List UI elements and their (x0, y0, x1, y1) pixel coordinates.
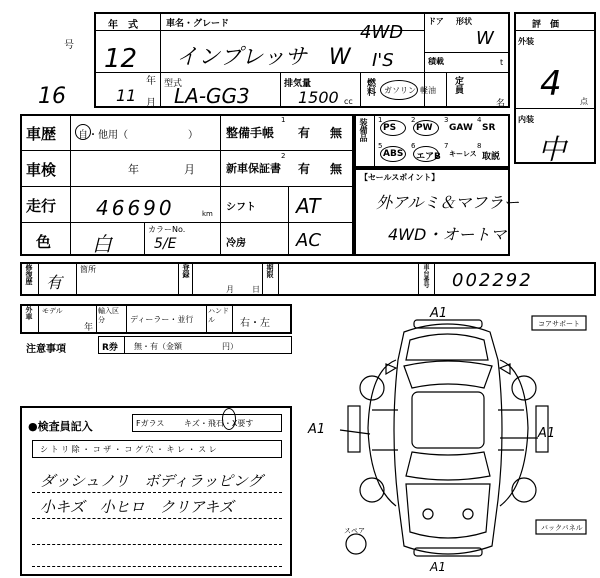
equipment-circle (380, 120, 406, 136)
equipment-num: 5 (378, 142, 383, 150)
grade-value: I'S (372, 50, 394, 71)
lot-number: 16 (38, 84, 66, 109)
sales-point-line1: 外アルミ＆マフラー (376, 193, 520, 212)
color-label: 色 (36, 233, 52, 251)
equipment-num: 1 (378, 116, 383, 124)
year-unit: 年 (146, 76, 156, 87)
cc-unit: cc (344, 97, 353, 106)
repair-value: 有 (46, 273, 63, 292)
equipment-code: キーレス (449, 150, 477, 158)
damage-mark-left: A1 (308, 422, 326, 437)
repair-date-month: 月 (226, 285, 234, 294)
cc-value: 1500 (298, 88, 339, 107)
color-no-value: 5/E (154, 236, 177, 252)
handle-label: ハンドル (208, 307, 229, 324)
equipment-code: ABS (383, 149, 404, 159)
warranty-sup: 2 (281, 152, 286, 160)
cc-label: 排気量 (284, 79, 312, 89)
warranty-label: 新車保証書 (226, 162, 281, 175)
drive-value: 4WD (360, 22, 404, 43)
repair-date-day: 日 (252, 285, 260, 294)
equipment-code: GAW (449, 123, 473, 133)
month-unit: 月 (146, 98, 156, 109)
history-label: 車歴 (26, 125, 57, 143)
r-label: R券 (102, 343, 118, 353)
name-value: インプレッサ W (176, 45, 351, 70)
equipment-circle (413, 146, 439, 162)
spare-label: スペア (344, 527, 365, 535)
shift-label: シフト (226, 202, 256, 213)
mileage-label: 走行 (26, 197, 57, 215)
inspection-label: 車検 (26, 161, 57, 179)
fuel-label: 燃料 (365, 78, 375, 96)
shift-value: AT (296, 194, 321, 218)
capacity-unit: 名 (496, 99, 506, 109)
car-rear-window (406, 452, 490, 480)
equipment-code: PW (416, 123, 433, 133)
warranty-yes: 有 (298, 162, 311, 176)
chassis-label: 車台番号 (422, 264, 429, 288)
exterior-unit: 点 (580, 97, 588, 106)
damage-mark-right: A1 (538, 426, 556, 441)
glass-circle (222, 408, 236, 430)
import-class-label: 輸入区分 (98, 307, 119, 324)
interior-score: 中 (538, 133, 567, 166)
exterior-label: 外装 (518, 37, 534, 46)
manual-sup: 1 (281, 116, 286, 124)
equipment-num: 6 (411, 142, 416, 150)
car-hood (406, 334, 488, 360)
repair-label: 修復歴 (25, 264, 33, 285)
equipment-num: 3 (444, 116, 449, 124)
equipment-num: 4 (477, 116, 482, 124)
mileage-value: 46690 (96, 196, 175, 220)
glass-label: Fガラス (136, 419, 165, 428)
car-body (394, 324, 502, 554)
back-panel-label: バックパネル (541, 524, 583, 532)
repair-place-label: 箇所 (80, 265, 96, 274)
ac-value: AC (296, 230, 321, 251)
shape-label: 形状 (456, 17, 472, 26)
damage-mark-bottom: A1 (430, 560, 446, 574)
import-year-unit: 年 (84, 323, 94, 333)
wheel-spare (346, 534, 366, 554)
notes-label: 注意事項 (26, 344, 66, 355)
repair-period-label: 期限 (266, 264, 274, 278)
manual-yes: 有 (298, 126, 311, 140)
mileage-unit: km (202, 210, 213, 218)
score-label: 評 価 (532, 20, 560, 30)
legend-text: シ ト リ 除 ・ コ ザ ・ コ グ 穴 ・ キ レ ・ ス レ (40, 445, 217, 454)
inspection-year: 年 (128, 163, 139, 176)
color-value: 白 (92, 232, 112, 256)
foreign-label: 外車 (25, 306, 33, 320)
color-no-label: カラーNo. (148, 225, 186, 234)
manual-label: 整備手帳 (226, 126, 275, 140)
lot-label: 号 (64, 40, 74, 51)
month-value: 11 (116, 86, 137, 105)
import-model-label: モデル (42, 307, 63, 315)
equipment-label: 装備品 (359, 118, 368, 142)
name-label: 車名・グレード (166, 19, 230, 29)
capacity-label: 定員 (453, 76, 463, 94)
glass-value: キズ・飛石・X要す (184, 419, 254, 428)
equipment-code: 取説 (482, 152, 501, 162)
inspector-label: ●検査員記入 (28, 420, 93, 433)
model-value: LA-GG3 (174, 84, 250, 108)
car-windshield (404, 361, 492, 388)
dealer-label: ディーラー・並行 (130, 315, 194, 324)
fuel-gasoline: ガソリン (384, 86, 416, 95)
equipment-circle (413, 120, 439, 136)
equipment-code: SR (482, 123, 496, 133)
interior-label: 内装 (518, 115, 534, 124)
year-label: 年 式 (108, 20, 138, 31)
equipment-code: エアB (416, 152, 441, 162)
sales-point-label: 【セールスポイント】 (360, 173, 440, 182)
core-support-label: コアサポート (538, 320, 580, 328)
door-label: ドア (428, 17, 444, 26)
wheel-rear-left (360, 478, 384, 502)
warranty-no: 無 (330, 162, 343, 176)
inspector-line2: 小キズ 小ヒロ クリアキズ (40, 498, 234, 516)
repair-date-label: 登録 (182, 264, 190, 278)
year-value: 12 (104, 44, 138, 74)
sales-point-line2: 4WD・オートマ (388, 225, 507, 244)
car-roof (412, 392, 484, 448)
shape-value: W (476, 28, 494, 49)
equipment-code: PS (383, 123, 397, 133)
fuel-diesel: 軽油 (420, 86, 436, 95)
chassis-value: 002292 (452, 270, 533, 291)
handle-value: 右・左 (240, 318, 270, 329)
wheel-rear-right (512, 478, 536, 502)
equipment-num: 7 (444, 142, 449, 150)
manual-no: 無 (330, 126, 343, 140)
equipment-circle (380, 146, 406, 162)
history-value: 自・他用（ ） (78, 130, 198, 141)
ac-label: 冷房 (226, 238, 246, 249)
exterior-score: 4 (540, 64, 562, 104)
equipment-num: 8 (477, 142, 482, 150)
inspection-month: 月 (184, 163, 195, 176)
r-value: 無・有（金額 円） (134, 342, 238, 351)
equipment-num: 2 (411, 116, 416, 124)
inspector-line1: ダッシュノリ ボディラッピング (40, 472, 263, 490)
car-trunk (406, 484, 490, 538)
damage-mark-top: A1 (430, 306, 448, 321)
model-label: 型式 (164, 79, 183, 89)
load-unit: t (500, 58, 504, 67)
load-label: 積載 (428, 57, 444, 66)
